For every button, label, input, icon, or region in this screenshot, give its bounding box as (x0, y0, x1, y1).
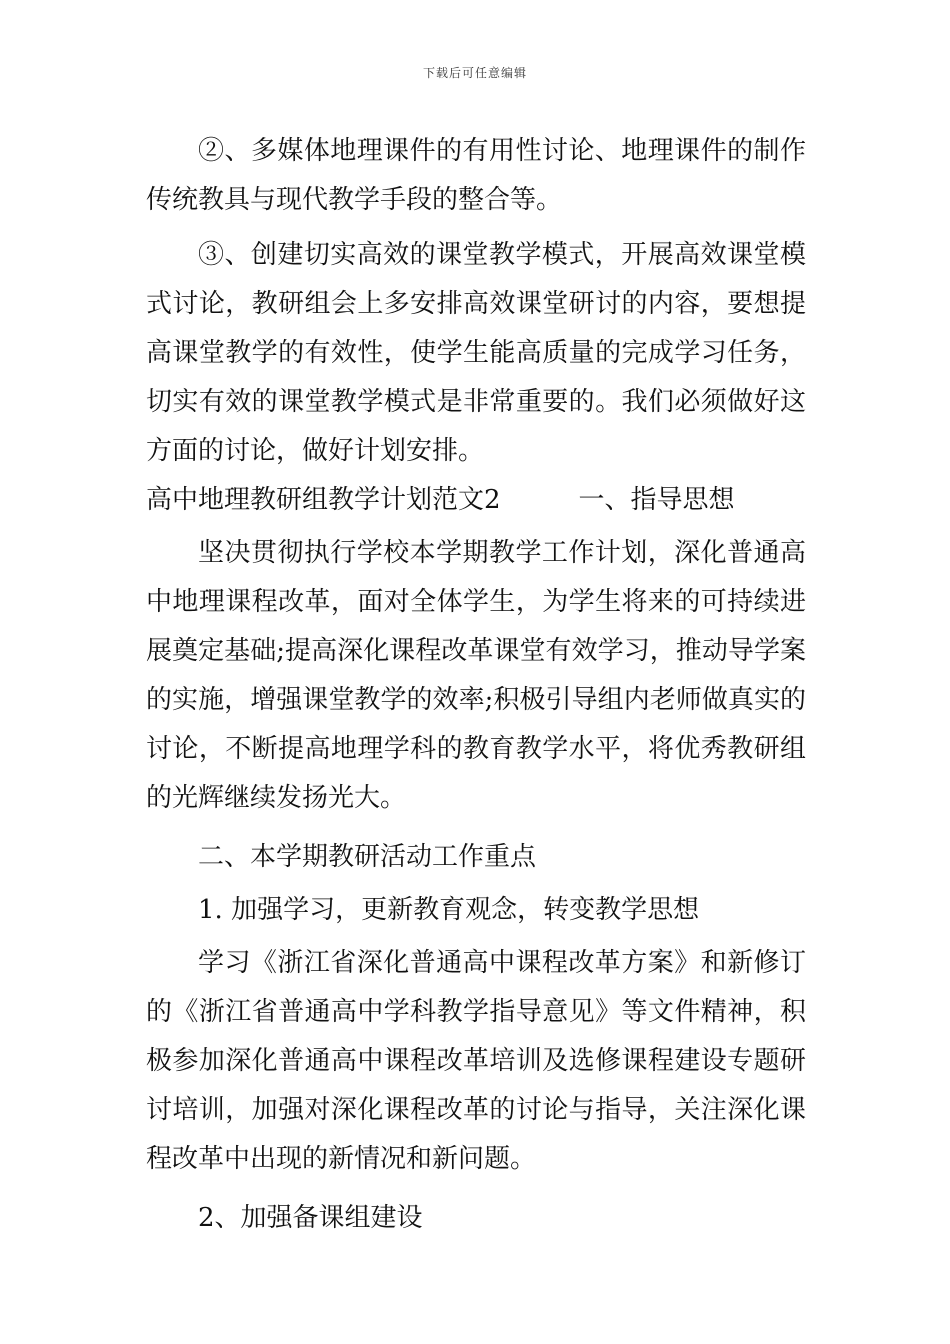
page-header-note: 下载后可任意编辑 (422, 66, 527, 80)
paragraph-multimedia-courseware: ②、多媒体地理课件的有用性讨论、地理课件的制作传统教具与现代教学手段的整合等。 (146, 136, 806, 215)
heading-strengthen-learning: 1. 加强学习，更新教育观念，转变教学思想 (198, 895, 700, 925)
paragraph-efficient-classroom: ③、创建切实高效的课堂教学模式，开展高效课堂模式讨论，教研组会上多安排高效课堂研讨的内容，要想提高课堂教学的有效性，使学生能高质量的完成学习任务，切实有效的课堂教学模式是非常重要的。我们必须做好这方面的讨论，做好计划安排。 (146, 240, 806, 466)
document-body (146, 127, 806, 1243)
heading-lesson-prep-group: 2、加强备课组建设 (198, 1203, 423, 1233)
heading-semester-focus: 二、本学期教研活动工作重点 (198, 842, 537, 872)
paragraph-study-documents: 学习《浙江省深化普通高中课程改革方案》和新修订的《浙江省普通高中学科教学指导意见》等文件精神，积极参加深化普通高中课程改革培训及选修课程建设专题研讨培训，加强对深化课程改革的讨论与指导，关注深化课程改革中出现的新情况和新问题。 (146, 948, 806, 1174)
section-title-plan-2: 高中地理教研组教学计划范文2 一、指导思想 (146, 485, 735, 515)
paragraph-guiding-ideology: 坚决贯彻执行学校本学期教学工作计划，深化普通高中地理课程改革，面对全体学生，为学生将来的可持续进展奠定基础;提高深化课程改革课堂有效学习，推动导学案的实施，增强课堂教学的效率;积极引导组内老师做真实的讨论，不断提高地理学科的教育教学水平，将优秀教研组的光辉继续发扬光大。 (146, 538, 806, 813)
